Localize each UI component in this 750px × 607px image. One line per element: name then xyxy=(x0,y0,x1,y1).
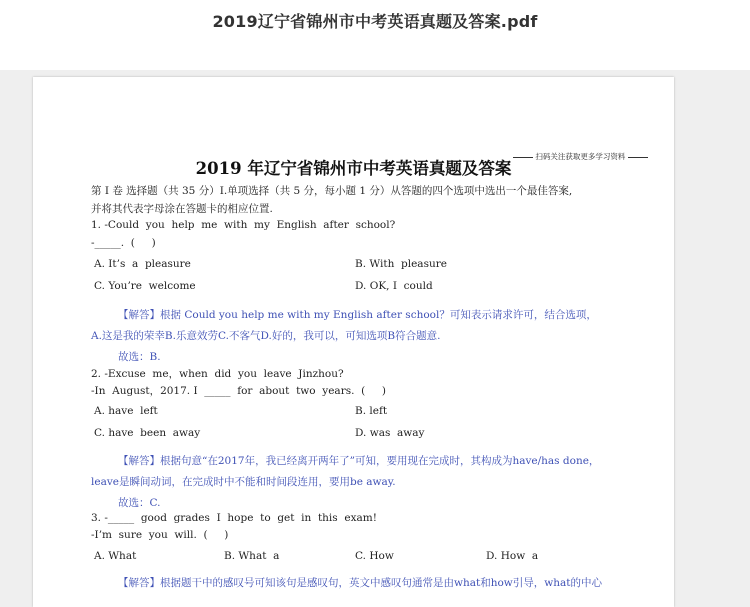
intro-line-2: 并将其代表字母涂在答题卡的相应位置. xyxy=(91,203,273,215)
viewer-header xyxy=(0,0,750,70)
q3-stem: 3. -_____ good grades I hope to get in this exam! xyxy=(91,512,377,524)
q2-option-b: B. left xyxy=(355,405,388,417)
q1-explanation-1: 【解答】根据 Could you help me with my English after school？可知表示请求许可，结合选项， xyxy=(118,309,597,321)
q2-answer: 故选：C. xyxy=(118,497,161,509)
q1-option-b: B. With pleasure xyxy=(355,258,447,270)
q1-stem: 1. -Could you help me with my English after school? xyxy=(91,219,396,231)
q3-response: -I’m sure you will. ( ) xyxy=(91,529,229,541)
q2-explanation-2: leave是瞬间动词，在完成时中不能和时间段连用，要用be away. xyxy=(91,476,396,488)
q3-option-c: C. How xyxy=(355,550,394,562)
q2-option-c: C. have been away xyxy=(94,427,201,439)
intro-line-1: 第 I 卷 选择题（共 35 分）I.单项选择（共 5 分，每小题 1 分）从答题的四个选项中选出一个最佳答案, xyxy=(91,185,573,197)
q1-option-a: A. It’s a pleasure xyxy=(94,258,191,270)
q1-explanation-2: A.这是我的荣幸B.乐意效劳C.不客气D.好的，我可以，可知选项B符合题意. xyxy=(91,330,441,342)
q2-stem: 2. -Excuse me，when did you leave Jinzhou? xyxy=(91,368,344,380)
q2-response: -In August，2017. I _____ for about two years. ( ) xyxy=(91,385,386,397)
q2-option-d: D. was away xyxy=(355,427,425,439)
q1-option-c: C. You’re welcome xyxy=(94,280,196,292)
page-title: 2019 年辽宁省锦州市中考英语真题及答案 xyxy=(195,159,512,178)
watermark-text: 扫码关注获取更多学习资料 xyxy=(535,152,626,161)
q1-option-d: D. OK, I could xyxy=(355,280,433,292)
q3-option-a: A. What xyxy=(94,550,137,562)
q3-option-b: B. What a xyxy=(224,550,280,562)
q1-response: -_____. ( ) xyxy=(91,237,156,249)
file-title: 2019辽宁省锦州市中考英语真题及答案.pdf xyxy=(212,12,538,31)
q2-explanation-1: 【解答】根据句意“在2017年，我已经离开两年了”可知，要用现在完成时，其构成为have/has done， xyxy=(118,455,600,467)
q3-option-d: D. How a xyxy=(486,550,539,562)
q2-option-a: A. have left xyxy=(94,405,158,417)
q3-explanation-1: 【解答】根据题干中的感叹号可知该句是感叹句，英文中感叹句通常是由what和how引导，what的中心 xyxy=(118,577,603,589)
q1-answer: 故选：B. xyxy=(118,351,161,363)
pdf-page xyxy=(33,77,674,607)
